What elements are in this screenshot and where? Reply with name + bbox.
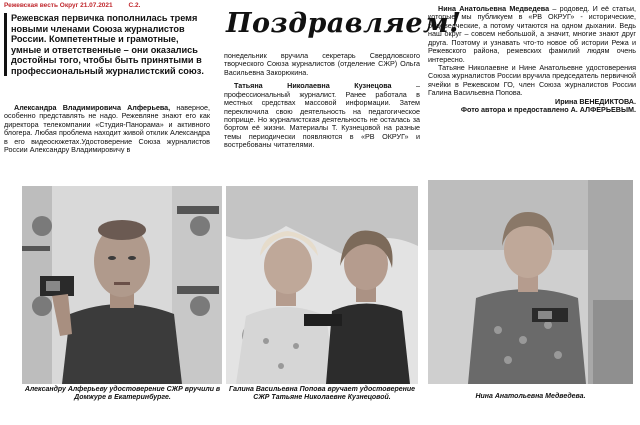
lead-paragraph: Режевская первичка пополнилась тремя новыми членами Союза журналистов России. Компетентные и грамотные, умные и ответственные – они оказались достойны того, чтобы быть принятыми в профессиональный журналистский союз. (4, 13, 211, 76)
page-number: С.2. (128, 2, 141, 9)
caption-photo-2: Галина Васильевна Попова вручает удостоверение СЖР Татьяне Николаевне Кузнецовой. (228, 386, 416, 402)
photo-credit: Фото автора и предоставлено А. АЛФЕРЬЕВЫМ. (460, 105, 636, 115)
author-signature: Ирина ВЕНЕДИКТОВА. (555, 96, 636, 106)
photo-popova-kuznetsova (226, 186, 418, 384)
column-1-text: наверное, особенно представлять не надо. Режевляне знают его как директора телекомпании «Студия-Панорама» и активного блогера. Любая проблема находит живой отклик Александра в его видеосюжетах.Удостоверение Союза журналистов России Александру Владимировичу в (4, 103, 210, 155)
column-1 (4, 104, 210, 155)
caption-photo-3: Нина Анатольевна Медведева. (475, 393, 586, 400)
paper-title: Режевская весть Округ 21.07.2021 (4, 2, 113, 9)
person-name-medvedeva: Нина Анатольевна Медведева (438, 4, 550, 13)
page-header (4, 2, 140, 9)
column-3 (428, 5, 636, 114)
photo-alferiev (22, 186, 222, 384)
column-2-continuation: понедельник вручила секретарь Свердловского творческого Союза журналистов (отделение СЖР) Ольга Васильевна Закорюкина. (224, 51, 420, 77)
column-2 (224, 52, 420, 150)
person-name-alferiev: Александра Владимировича Алферьева, (14, 103, 171, 112)
column-3-paragraph-2: Татьяне Николаевне и Нине Анатольевне удостоверения Союза журналистов России вручила председатель первичной ячейки в Режевском ГО, член Союза журналистов России Галина Васильевна Попова. (428, 62, 636, 98)
column-2-text: – профессиональный журналист. Ранее работала в местных средствах массовой информации. Затем переключила свою деятельность на педагогическое поприще. Но журналистская деятельность не осталась за бортом её жизни. Материалы Т. Кузнецовой на разные темы периодически появляются в «РВ ОКРУГ» и востребованы читателями. (224, 81, 420, 150)
column-3-text: – родовед. И её статьи, которые мы публикуем в «РВ ОКРУГ» - исторические, родоведческие, а потому читаются на одном дыхании. Ведь наш округ – совсем небольшой, а значит, многие знают друг друга. Поэтому и узнавать что-то новое об истории Режа и Режевского района, режевских фамилий людям очень интересно. (428, 4, 636, 64)
caption-photo-1: Александру Алферьеву удостоверение СЖР вручили в Домжуре в Екатеринбурге. (24, 386, 221, 402)
person-name-kuznetsova: Татьяна Николаевна Кузнецова (234, 81, 392, 91)
article-title: Поздравляем! (226, 8, 462, 39)
photo-medvedeva (428, 180, 633, 384)
